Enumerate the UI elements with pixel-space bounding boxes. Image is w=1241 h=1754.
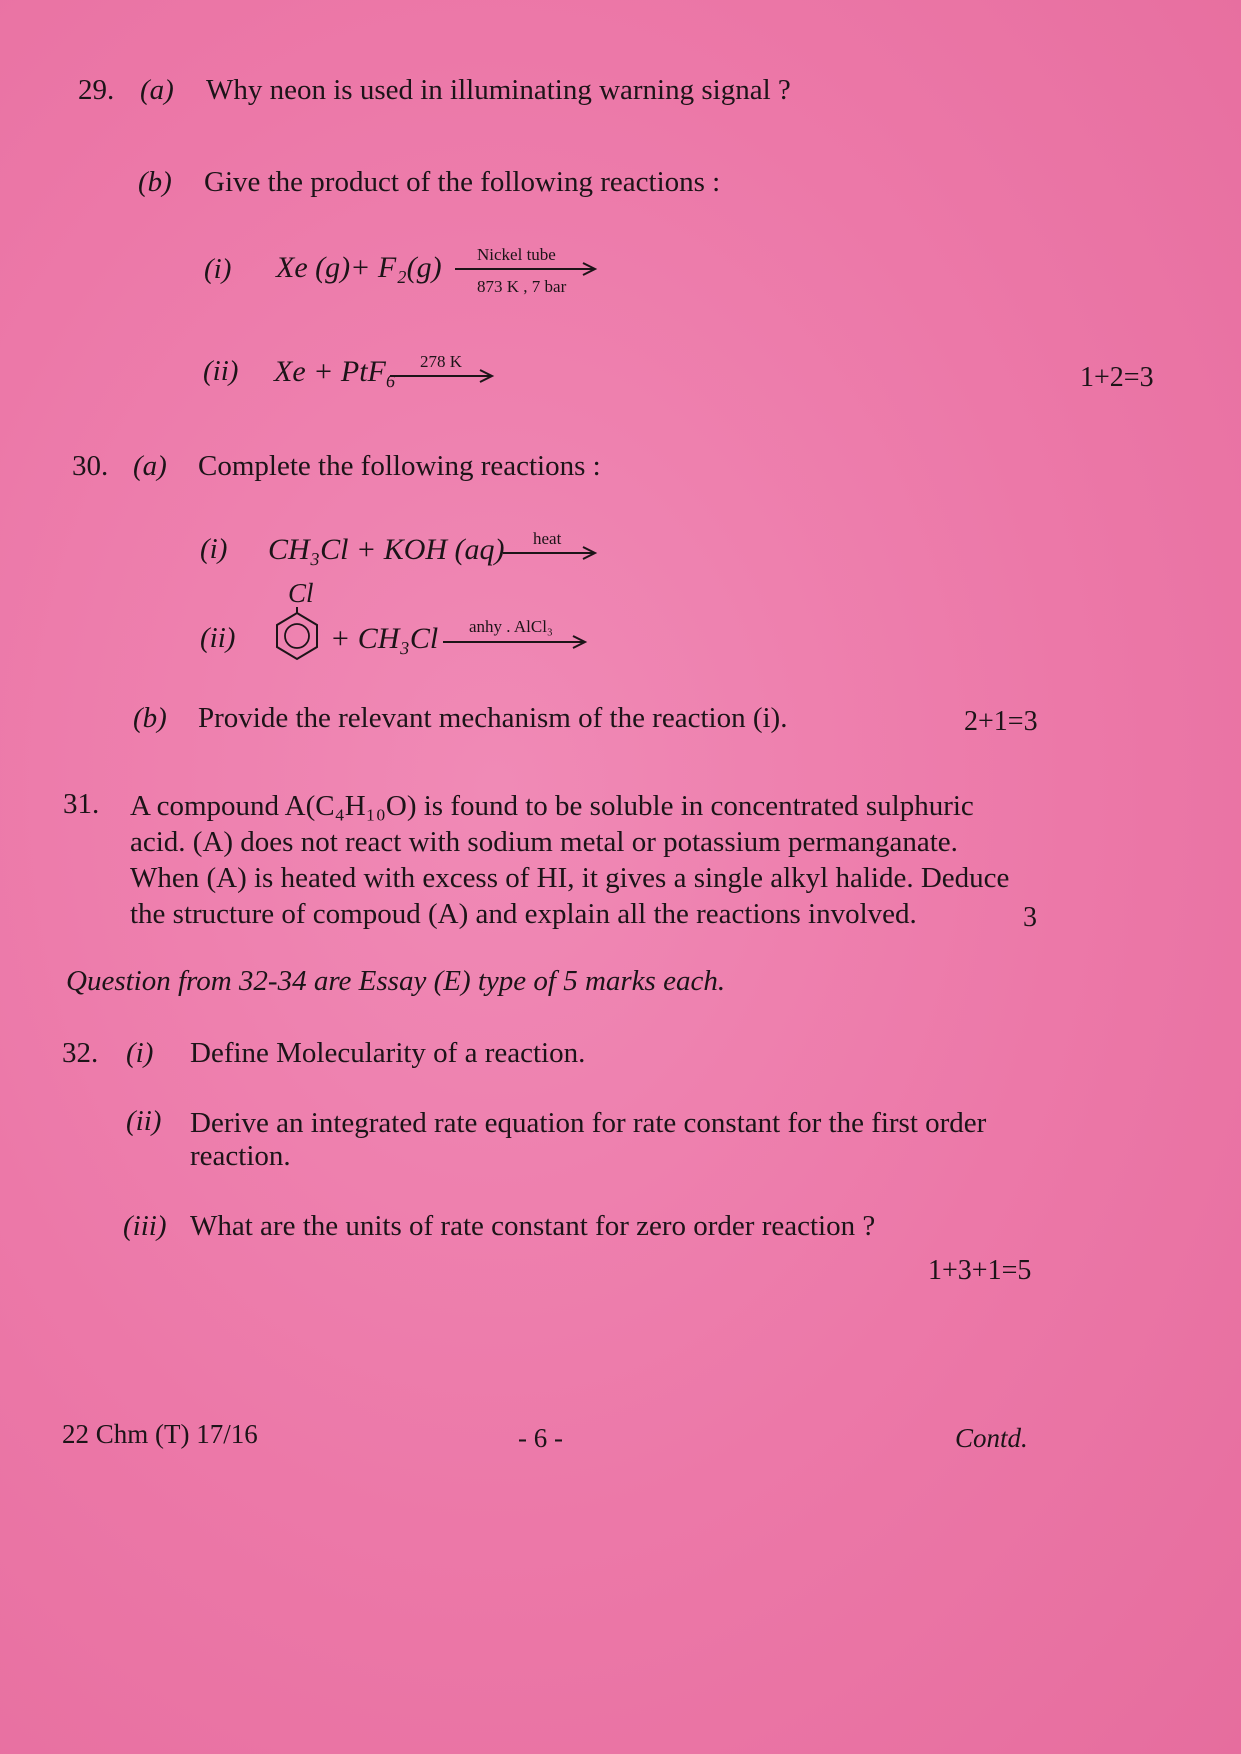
q29-number: 29. [78,74,115,106]
arrow-icon [443,612,593,656]
q32-i-label: (i) [126,1037,154,1069]
footer-paper-code: 22 Chm (T) 17/16 [62,1419,258,1449]
q29-a-label: (a) [140,74,174,106]
footer-page-number: - 6 - [518,1423,563,1453]
q30-a-label: (a) [133,450,167,482]
q29-r1-lhs: Xe (g)+ F₂(g) [276,251,442,284]
q29-r1-arrow-bottom: 873 K , 7 bar [477,277,567,296]
q31-number: 31. [63,788,100,820]
q29-r1-label: (i) [204,253,232,285]
section-note: Question from 32-34 are Essay (E) type of 5 marks each. [66,965,726,997]
q32-ii-label: (ii) [126,1105,162,1137]
q29-r2-arrow [390,350,500,390]
q30-b-text: Provide the relevant mechanism of the reaction (i). [198,702,788,734]
chlorobenzene-substituent: Cl [288,578,314,608]
q32-iii-text: What are the units of rate constant for zero order reaction ? [190,1210,876,1242]
q31-line4: the structure of compoud (A) and explain all the reactions involved. [130,898,917,930]
q30-r1-label: (i) [200,533,228,565]
q30-number: 30. [72,450,109,482]
q32-iii-label: (iii) [123,1210,167,1242]
q30-r2-lhs: + CH₃Cl [330,622,439,655]
q29-r2-arrow-top: 278 K [420,352,463,371]
footer-contd: Contd. [955,1423,1028,1453]
q31-marks: 3 [1023,902,1037,933]
q29-b-label: (b) [138,166,172,198]
q30-r2-arrow-top: anhy . AlCl₃ [469,617,553,636]
q29-r2-label: (ii) [203,355,239,387]
q32-ii-text-1: Derive an integrated rate equation for rate constant for the first order [190,1107,987,1139]
q31-line1: A compound A(C₄H₁₀O) is found to be soluble in concentrated sulphuric [130,790,974,822]
q29-r2-lhs: Xe + PtF₆ [274,355,397,388]
q29-a-text: Why neon is used in illuminating warning signal ? [206,74,791,106]
q32-i-text: Define Molecularity of a reaction. [190,1037,586,1069]
q30-r2-arrow [443,612,593,656]
q32-number: 32. [62,1037,99,1069]
q30-r2-label: (ii) [200,622,236,654]
arrow-icon [503,528,603,568]
q29-b-text: Give the product of the following reactions : [204,166,721,198]
q29-r1-arrow [455,240,605,300]
q31-line3: When (A) is heated with excess of HI, it gives a single alkyl halide. Deduce [130,862,1010,894]
q30-r1-lhs: CH₃Cl + KOH (aq) [268,533,505,566]
q32-ii-text-2: reaction. [190,1140,291,1172]
q31-line2: acid. (A) does not react with sodium metal or potassium permanganate. [130,826,958,858]
q29-r1-arrow-top: Nickel tube [477,245,556,264]
q32-marks: 1+3+1=5 [928,1255,1032,1286]
benzene-ring-icon [272,607,322,663]
q30-r1-arrow [503,528,603,568]
q29-marks: 1+2=3 [1080,362,1154,393]
q30-r1-arrow-top: heat [533,529,562,548]
arrow-icon [390,350,500,390]
q30-marks: 2+1=3 [964,706,1038,737]
q30-a-text: Complete the following reactions : [198,450,601,482]
q30-b-label: (b) [133,702,167,734]
